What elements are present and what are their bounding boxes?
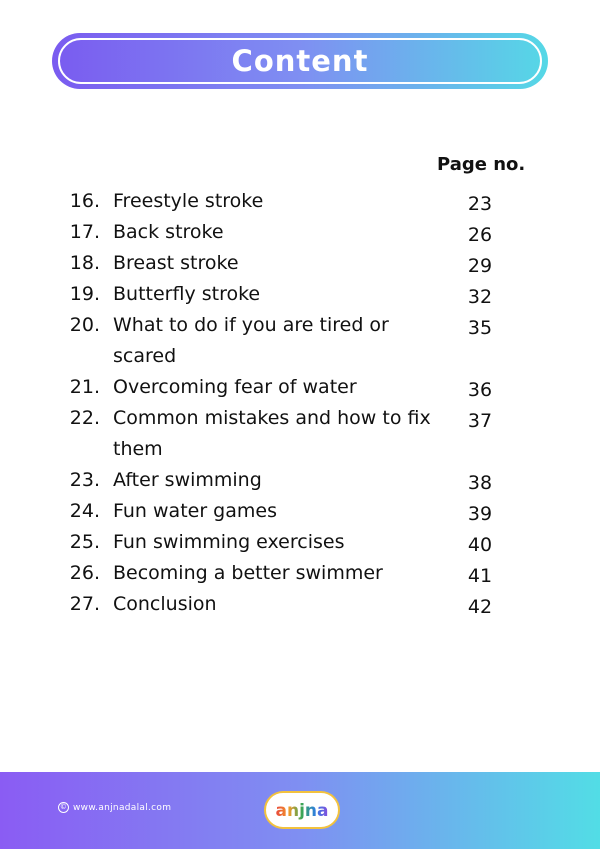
anjna-logo-icon (266, 793, 338, 827)
toc-entry-title: After swimming (113, 469, 262, 491)
header-banner-inner (58, 38, 542, 84)
toc-entry-page: 26 (467, 224, 493, 246)
toc-entry-number: 16. (69, 190, 100, 212)
toc-entry-page: 41 (467, 565, 493, 587)
toc-entry-title: Fun water games (113, 500, 277, 522)
toc-entry-number: 23. (69, 469, 100, 491)
toc-entry (0, 310, 600, 372)
toc-entry (0, 589, 600, 620)
copyright-icon: © (59, 803, 68, 811)
toc-entry (0, 465, 600, 496)
page-title: Content (231, 44, 369, 78)
website-url: www.anjnadalal.com (73, 802, 172, 813)
page-number-column-label: Page no. (437, 154, 526, 175)
toc-entry-number: 18. (69, 252, 100, 274)
toc-entry-title: Becoming a better swimmer (113, 562, 383, 584)
logo-text: anjna (275, 801, 329, 821)
toc-entry-number: 26. (69, 562, 100, 584)
anjna-logo-svg (270, 797, 334, 823)
toc-entry (0, 527, 600, 558)
toc-entry-number: 22. (69, 407, 100, 429)
toc-entry-number: 19. (69, 283, 100, 305)
toc-entry-number: 25. (69, 531, 100, 553)
toc-entry-number: 17. (69, 221, 100, 243)
toc-entry-page: 23 (467, 193, 493, 215)
toc-entry-title: Overcoming fear of water (113, 376, 357, 398)
header-banner (52, 33, 548, 89)
toc-entry (0, 279, 600, 310)
toc-entry-title: Butterfly stroke (113, 283, 261, 305)
toc-entry (0, 496, 600, 527)
toc-entry-page: 37 (467, 410, 493, 432)
toc-entry-title: Conclusion (113, 593, 217, 615)
toc-entry-title: Breast stroke (113, 252, 239, 274)
toc-entry-number: 20. (69, 314, 100, 336)
toc-entry-page: 40 (467, 534, 493, 556)
toc-entry (0, 217, 600, 248)
toc-entry-number: 24. (69, 500, 100, 522)
footer-bar (0, 772, 600, 849)
toc-entry (0, 403, 600, 465)
toc-entry (0, 248, 600, 279)
toc-entry (0, 372, 600, 403)
toc-entry (0, 558, 600, 589)
toc-entry-number: 27. (69, 593, 100, 615)
toc-entry-number: 21. (69, 376, 100, 398)
footer-website (58, 802, 171, 813)
toc-entry (0, 186, 600, 217)
toc-entry-title: Common mistakes and how to fix them (113, 407, 431, 460)
toc-entry-title: Back stroke (113, 221, 224, 243)
toc-entry-page: 38 (467, 472, 493, 494)
toc-entry-page: 35 (467, 317, 493, 339)
toc-entry-title: Fun swimming exercises (113, 531, 345, 553)
toc-entry-page: 32 (467, 286, 493, 308)
toc-entry-page: 42 (467, 596, 493, 618)
toc-entry-page: 39 (467, 503, 493, 525)
toc-entry-page: 36 (467, 379, 493, 401)
toc-entry-title: Freestyle stroke (113, 190, 264, 212)
toc-entry-title: What to do if you are tired or scared (113, 314, 389, 367)
toc-entry-page: 29 (467, 255, 493, 277)
